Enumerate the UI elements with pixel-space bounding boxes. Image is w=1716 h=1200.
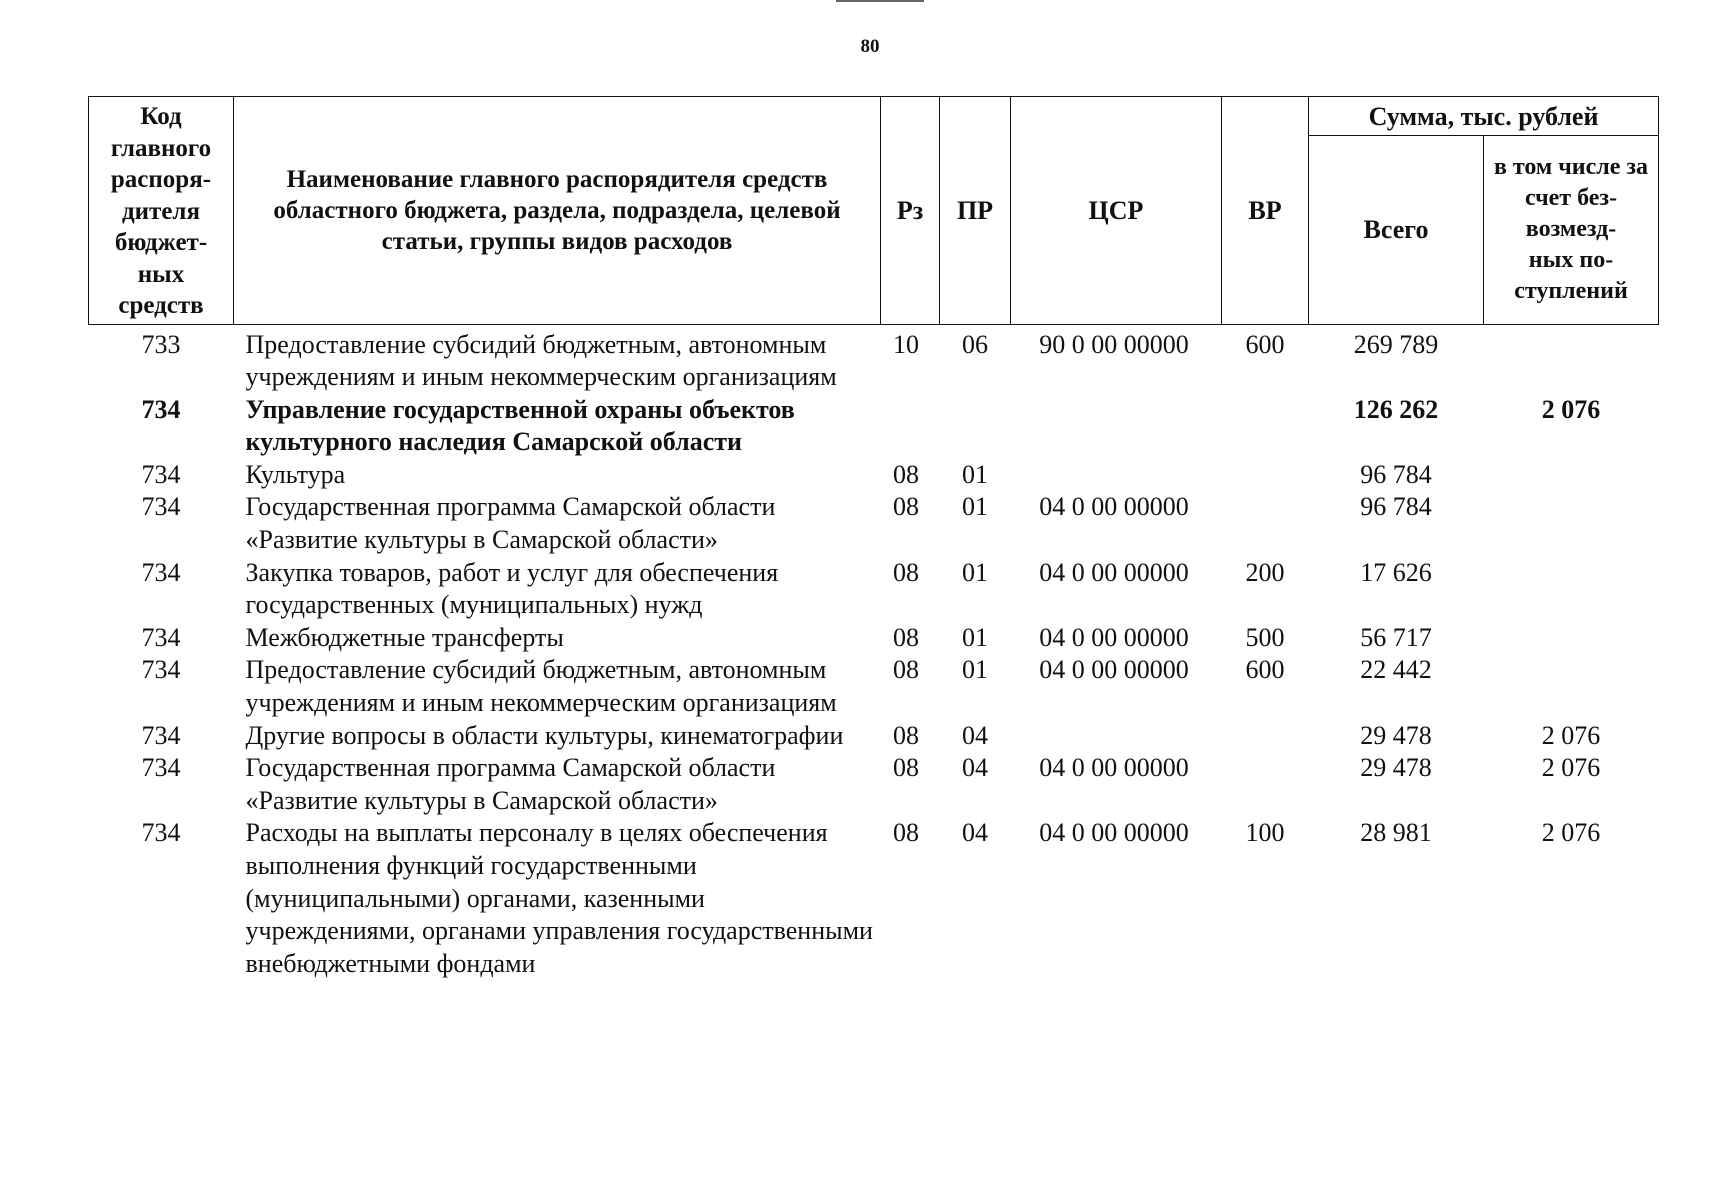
cell-name: Закупка товаров, работ и услуг для обеспечения государственных (муниципальных) нужд <box>245 557 779 620</box>
cell-rz <box>881 394 940 459</box>
header-name: Наименование главного распорядителя средств областного бюджета, раздела, подраздела, целевой статьи, группы видов расходов <box>234 97 881 325</box>
table-header <box>89 97 1659 325</box>
cell-csr: 90 0 00 00000 <box>1039 329 1189 359</box>
scan-mark <box>836 0 924 2</box>
header-gratis: в том числе за счет без-возмезд- ных по- ступлений <box>1484 136 1659 325</box>
cell-name: Другие вопросы в области культуры, кинематографии <box>245 720 844 750</box>
cell-pr: 01 <box>962 622 988 652</box>
cell-csr: 04 0 00 00000 <box>1039 492 1189 522</box>
table-row <box>89 720 1659 753</box>
cell-total: 96 784 <box>1360 459 1432 489</box>
cell-code: 734 <box>141 753 181 783</box>
cell-name: Межбюджетные трансферты <box>245 622 564 652</box>
cell-vr: 600 <box>1245 655 1285 685</box>
cell-vr <box>1222 491 1309 556</box>
cell-gratis <box>1484 622 1659 655</box>
cell-name: Государственная программа Самарской области «Развитие культуры в Самарской области» <box>245 492 776 555</box>
cell-rz: 10 <box>893 329 919 359</box>
table-row <box>89 654 1659 719</box>
cell-code: 734 <box>141 492 181 522</box>
cell-name: Предоставление субсидий бюджетным, автономным учреждениям и иным некоммерческим организациям <box>245 655 837 718</box>
table-row <box>89 622 1659 655</box>
cell-rz: 08 <box>893 818 919 848</box>
cell-gratis <box>1484 654 1659 719</box>
cell-total: 22 442 <box>1360 655 1432 685</box>
cell-csr: 04 0 00 00000 <box>1039 818 1189 848</box>
cell-csr <box>1011 394 1222 459</box>
cell-pr: 01 <box>962 655 988 685</box>
header-total: Всего <box>1309 136 1484 325</box>
cell-code: 734 <box>141 557 181 587</box>
cell-csr <box>1011 720 1222 753</box>
cell-rz: 08 <box>893 753 919 783</box>
cell-total: 56 717 <box>1360 622 1432 652</box>
cell-pr <box>940 394 1011 459</box>
cell-gratis <box>1484 491 1659 556</box>
budget-table <box>88 96 1659 980</box>
table-row <box>89 459 1659 492</box>
cell-code: 734 <box>141 720 181 750</box>
header-sum: Сумма, тыс. рублей <box>1309 97 1659 136</box>
cell-pr: 04 <box>962 818 988 848</box>
cell-gratis: 2 076 <box>1541 753 1601 783</box>
cell-code: 734 <box>141 818 181 848</box>
cell-total: 126 262 <box>1353 394 1439 424</box>
cell-rz: 08 <box>893 622 919 652</box>
cell-rz: 08 <box>893 459 919 489</box>
cell-name: Предоставление субсидий бюджетным, автономным учреждениям и иным некоммерческим организациям <box>245 329 837 392</box>
cell-csr <box>1011 459 1222 492</box>
cell-gratis <box>1484 324 1659 394</box>
cell-pr: 04 <box>962 753 988 783</box>
table-row <box>89 752 1659 817</box>
cell-vr: 200 <box>1245 557 1285 587</box>
cell-vr: 600 <box>1245 329 1285 359</box>
cell-rz: 08 <box>893 492 919 522</box>
cell-code: 734 <box>141 459 181 489</box>
cell-code: 734 <box>141 622 181 652</box>
cell-rz: 08 <box>893 557 919 587</box>
cell-pr: 04 <box>962 720 988 750</box>
header-csr: ЦСР <box>1011 97 1222 325</box>
cell-vr: 100 <box>1245 818 1285 848</box>
cell-code: 734 <box>141 655 181 685</box>
cell-vr <box>1222 720 1309 753</box>
cell-total: 29 478 <box>1360 720 1432 750</box>
cell-csr: 04 0 00 00000 <box>1039 557 1189 587</box>
cell-vr <box>1222 752 1309 817</box>
cell-name: Управление государственной охраны объектов культурного наследия Самарской области <box>245 394 795 457</box>
header-vr: ВР <box>1222 97 1309 325</box>
table-body <box>89 324 1659 980</box>
cell-pr: 01 <box>962 557 988 587</box>
cell-total: 29 478 <box>1360 753 1432 783</box>
cell-name: Культура <box>245 459 346 489</box>
header-code-label: Код главного распоря- дителя бюджет- ных средств <box>110 103 212 319</box>
header-pr: ПР <box>940 97 1011 325</box>
table-row <box>89 557 1659 622</box>
cell-pr: 01 <box>962 459 988 489</box>
header-code <box>89 97 234 325</box>
cell-csr: 04 0 00 00000 <box>1039 655 1189 685</box>
cell-pr: 01 <box>962 492 988 522</box>
cell-csr: 04 0 00 00000 <box>1039 753 1189 783</box>
cell-gratis: 2 076 <box>1541 720 1601 750</box>
table-row <box>89 394 1659 459</box>
cell-total: 96 784 <box>1360 492 1432 522</box>
cell-rz: 08 <box>893 655 919 685</box>
page-number: 80 <box>860 36 880 57</box>
cell-gratis: 2 076 <box>1541 394 1601 424</box>
table-row <box>89 817 1659 980</box>
header-rz: Рз <box>881 97 940 325</box>
cell-vr <box>1222 394 1309 459</box>
cell-total: 269 789 <box>1353 329 1439 359</box>
cell-code: 733 <box>141 329 181 359</box>
cell-total: 17 626 <box>1360 557 1432 587</box>
cell-gratis: 2 076 <box>1541 818 1601 848</box>
cell-vr: 500 <box>1245 622 1285 652</box>
cell-pr: 06 <box>962 329 988 359</box>
cell-name: Государственная программа Самарской области «Развитие культуры в Самарской области» <box>245 753 776 815</box>
cell-name: Расходы на выплаты персоналу в целях обеспечения выполнения функций государственными (муниципальными) органами, казенными учреждениями, органами управления государственными внебюджетными фондами <box>245 818 873 978</box>
cell-csr: 04 0 00 00000 <box>1039 622 1189 652</box>
table-row <box>89 491 1659 556</box>
cell-code: 734 <box>141 394 181 424</box>
cell-total: 28 981 <box>1360 818 1432 848</box>
cell-vr <box>1222 459 1309 492</box>
cell-rz: 08 <box>893 720 919 750</box>
cell-gratis <box>1484 557 1659 622</box>
cell-gratis <box>1484 459 1659 492</box>
table-row <box>89 324 1659 394</box>
